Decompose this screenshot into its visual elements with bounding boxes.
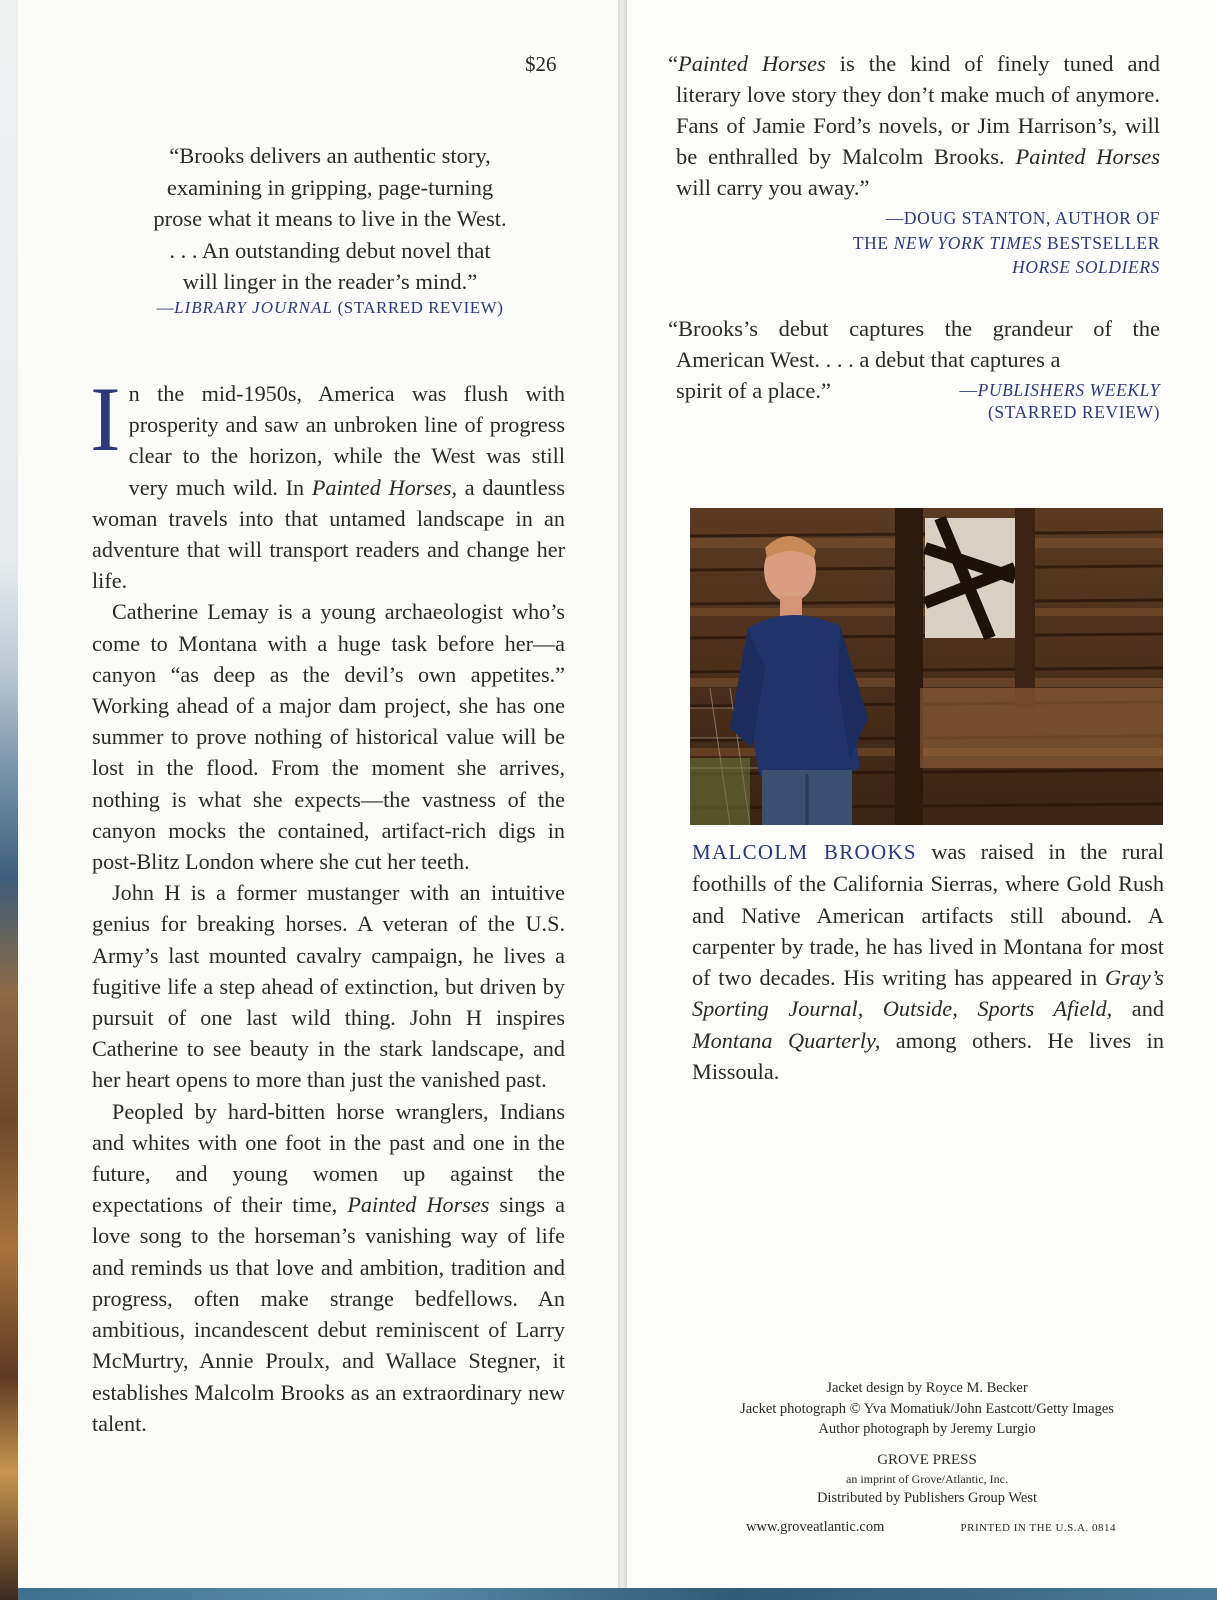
attr-dash: —: [156, 298, 175, 317]
publishers-weekly-quote: [668, 313, 1160, 406]
footer-row: [746, 1519, 1116, 1536]
synopsis: [90, 368, 565, 1439]
distributor-line: Distributed by Publishers Group West: [816, 1490, 1038, 1506]
jacket-design-credit: Jacket design by Royce M. Becker: [826, 1380, 1028, 1396]
text-run: and: [1112, 996, 1164, 1022]
publisher-name: GROVE PRESS: [877, 1451, 977, 1468]
book-title: Painted Horses: [1015, 144, 1160, 169]
attr-line: [676, 231, 1160, 256]
text-run: sings a love song to the horseman’s vanishing way of life and reminds us that love and ambition, tradition and progress, often make strange bedfellows. An ambitious, incandescent debut reminiscent of Larry McMurtry, Annie Proulx, and Wallace Stegner, it establishes Malcolm Brooks as an extraordinary new talent.: [92, 1192, 565, 1436]
price: $26: [525, 52, 557, 76]
text-run: among others. He lives in Missoula.: [692, 1027, 1164, 1085]
stanton-quote: [668, 48, 1160, 203]
author-photo-credit: Author photograph by Jeremy Lurgio: [818, 1421, 1036, 1437]
publication-title: Outside,: [882, 996, 958, 1022]
quote-line: will linger in the reader’s mind.”: [182, 269, 478, 294]
imprint-line: an imprint of Grove/Atlantic, Inc.: [846, 1472, 1008, 1486]
synopsis-paragraph-4: [92, 1096, 565, 1439]
book-title: Painted Horses: [678, 51, 826, 76]
book-title: Painted Horses: [347, 1192, 490, 1218]
source-name: PUBLISHERS WEEKLY: [977, 380, 1160, 400]
book-title: Painted Horses,: [311, 474, 458, 500]
cover-edge-strip: [0, 0, 18, 1600]
synopsis-paragraph-3: John H is a former mustanger with an intuitive genius for breaking horses. A veteran of the U.S. Army’s last mounted cavalry campaign, he lives a fugitive life a step ahead of extinction, but driven by pursuit of one last wild thing. John H inspires Catherine to see beauty in the stark landscape, and her heart opens to more than just the vanished past.: [92, 880, 565, 1093]
open-quote: “: [668, 51, 678, 76]
author-bio: [692, 836, 1164, 1087]
library-journal-quote: [100, 140, 560, 298]
text-run: THE: [852, 232, 894, 253]
source-note: (STARRED REVIEW): [337, 298, 504, 317]
text-run: BESTSELLER: [1042, 232, 1160, 253]
text-run: [863, 996, 883, 1021]
drop-cap: I: [90, 368, 121, 470]
publication-title: Gray’s Sporting Journal,: [692, 965, 1164, 1022]
author-photo-icon: [690, 508, 1163, 825]
jacket-photo-credit: Jacket photograph © Yva Momatiuk/John Eastcott/Getty Images: [740, 1400, 1114, 1417]
text-run: “Brooks’s debut captures the grandeur of the American West. . . . a debut that captures a: [668, 316, 1160, 372]
attr-dash: —: [959, 380, 978, 400]
text-run: Peopled by hard-bitten horse wranglers, Indians and whites with one foot in the past and one in the future, and young women up against the expectations of their time,: [92, 1098, 565, 1218]
jacket-credits: [690, 1378, 1164, 1509]
source-name: LIBRARY JOURNAL: [174, 298, 333, 317]
printed-code: PRINTED IN THE U.S.A. 0814: [960, 1522, 1116, 1534]
text-run: n the mid-1950s, America was flush with prosperity and saw an unbroken line of progress clear to the horizon, while the West was still very much wild. In: [128, 381, 565, 500]
attr-line: [676, 255, 1160, 280]
quote-line: “Brooks delivers an authentic story,: [169, 143, 491, 168]
text-run: [958, 996, 978, 1021]
attr-line: —DOUG STANTON, AUTHOR OF: [885, 208, 1160, 228]
synopsis-paragraph-1: [90, 368, 565, 596]
publisher-website: www.groveatlantic.com: [746, 1519, 885, 1535]
author-name: MALCOLM BROOKS: [692, 840, 917, 864]
stanton-attribution: [676, 206, 1160, 280]
quote-line: examining in gripping, page-turning: [166, 174, 494, 200]
publication-title: Montana Quarterly,: [692, 1027, 881, 1053]
author-photo-illustration: [690, 508, 1163, 825]
cover-bottom-edge: [18, 1588, 1217, 1600]
library-journal-attribution: [100, 298, 560, 318]
publication-title: NEW YORK TIMES: [893, 232, 1043, 253]
source-note: (STARRED REVIEW): [988, 402, 1160, 422]
fold-gutter: [618, 0, 627, 1600]
book-title: HORSE SOLDIERS: [1012, 257, 1160, 277]
text-run: was raised in the rural foothills of the California Sierras, where Gold Rush and Native American artifacts still abound. A carpenter by trade, he has lived in Montana for most of two decades. His writing has appeared in: [692, 839, 1164, 991]
quote-line: . . . An outstanding debut novel that: [169, 237, 491, 263]
text-run: is the kind of finely tuned and literary love story they don’t make much of anymore. Fans of Jamie Ford’s novels, or Jim Harrison’s, will be enthralled by Malcolm Brooks.: [676, 51, 1160, 169]
text-run: spirit of a place.”: [676, 378, 831, 403]
synopsis-paragraph-2: Catherine Lemay is a young archaeologist who’s come to Montana with a huge task before her—a canyon “as deep as the devil’s own appetites.” Working ahead of a major dam project, she has one summer to prove nothing of historical value will be lost in the flood. From the moment she arrives, nothing is what she expects—the vastness of the canyon mocks the contained, artifact-rich digs in post-Blitz London where she cut her teeth.: [92, 599, 565, 875]
text-run: will carry you away.”: [676, 175, 870, 200]
quote-line: prose what it means to live in the West.: [153, 206, 507, 231]
publication-title: Sports Afield,: [977, 996, 1113, 1022]
text-run: a dauntless woman travels into that untamed landscape in an adventure that will transport readers and change her life.: [92, 474, 565, 594]
